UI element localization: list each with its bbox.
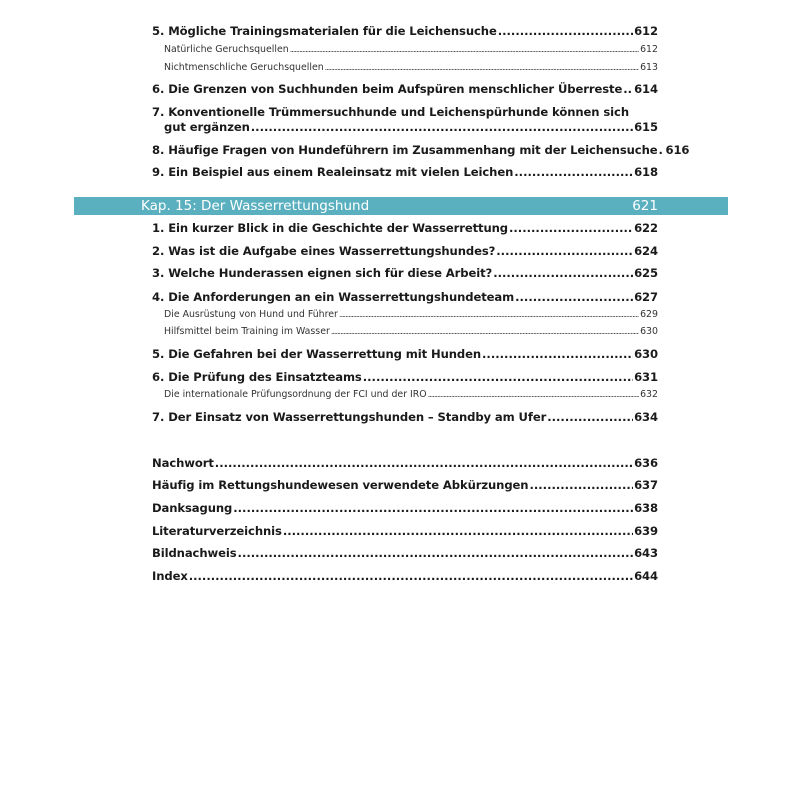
toc-subentry-label: Natürliche Geruchsquellen — [164, 44, 289, 55]
toc-subentry-label: Die Ausrüstung von Hund und Führer — [164, 309, 338, 320]
leader-dots — [482, 347, 633, 361]
leader-dots — [509, 221, 633, 235]
toc-entry-14-7[interactable] — [164, 120, 658, 134]
toc-entry-page: 612 — [634, 24, 658, 38]
leader-dots — [498, 24, 633, 38]
toc-entry-index[interactable] — [152, 569, 658, 583]
toc-entry-page: 616 — [665, 143, 690, 157]
leader-dots — [215, 456, 633, 470]
toc-entry-label: Index — [152, 569, 188, 583]
toc-entry-page: 614 — [634, 82, 658, 96]
toc-entry-15-4[interactable] — [152, 290, 658, 304]
toc-entry-bildnachweis[interactable] — [152, 546, 658, 560]
toc-entry-page: 624 — [634, 244, 658, 258]
toc-entry-label: Literaturverzeichnis — [152, 524, 282, 538]
toc-subentry-15-4-2[interactable] — [164, 326, 658, 337]
toc-entry-label: 6. Die Grenzen von Suchhunden beim Aufspüren menschlicher Überreste — [152, 82, 623, 96]
toc-subentry-page: 632 — [640, 389, 658, 400]
leader-dots — [623, 82, 633, 96]
toc-entry-15-7[interactable] — [152, 410, 658, 424]
leader-dots — [325, 63, 639, 72]
toc-entry-label: Bildnachweis — [152, 546, 237, 560]
toc-entry-15-3[interactable] — [152, 266, 658, 280]
toc-entry-label: 9. Ein Beispiel aus einem Realeinsatz mit vielen Leichen — [152, 165, 514, 179]
chapter-header-15[interactable] — [74, 197, 728, 215]
leader-dots — [428, 390, 639, 399]
leader-dots — [283, 524, 633, 538]
toc-entry-14-6[interactable] — [152, 82, 658, 96]
leader-dots — [515, 290, 633, 304]
toc-subentry-15-6-1[interactable] — [164, 389, 658, 400]
leader-dots — [529, 478, 633, 492]
toc-entry-page: 636 — [634, 456, 658, 470]
leader-dots — [189, 569, 633, 583]
toc-entry-label: 8. Häufige Fragen von Hundeführern im Zusammenhang mit der Leichensuche — [152, 143, 658, 157]
toc-entry-page: 643 — [634, 546, 658, 560]
toc-entry-15-1[interactable] — [152, 221, 658, 235]
leader-dots — [514, 165, 633, 179]
toc-entry-page: 631 — [634, 370, 658, 384]
leader-dots — [658, 143, 664, 157]
toc-subentry-15-4-1[interactable] — [164, 309, 658, 320]
toc-entry-page: 622 — [634, 221, 658, 235]
toc-subentry-14-5-1[interactable] — [164, 44, 658, 55]
toc-subentry-page: 612 — [640, 44, 658, 55]
chapter-title: Kap. 15: Der Wasserrettungshund — [141, 198, 370, 214]
toc-entry-page: 637 — [634, 478, 658, 492]
toc-entry-14-5[interactable] — [152, 24, 658, 38]
toc-entry-abkuerzungen[interactable] — [152, 478, 658, 492]
toc-subentry-page: 630 — [640, 326, 658, 337]
toc-entry-label: 1. Ein kurzer Blick in die Geschichte der Wasserrettung — [152, 221, 508, 235]
toc-entry-page: 627 — [634, 290, 658, 304]
leader-dots — [493, 266, 633, 280]
leader-dots — [238, 546, 634, 560]
toc-entry-page: 634 — [634, 410, 658, 424]
toc-subentry-page: 613 — [640, 62, 658, 73]
toc-entry-label: 5. Die Gefahren bei der Wasserrettung mit Hunden — [152, 347, 482, 361]
toc-entry-page: 618 — [634, 165, 658, 179]
toc-entry-literatur[interactable] — [152, 524, 658, 538]
toc-entry-label: 5. Mögliche Trainingsmaterialen für die Leichensuche — [152, 24, 497, 38]
toc-entry-14-9[interactable] — [152, 165, 658, 179]
toc-subentry-label: Nichtmenschliche Geruchsquellen — [164, 62, 324, 73]
toc-entry-14-8[interactable] — [152, 143, 690, 157]
toc-entry-label: Danksagung — [152, 501, 233, 515]
toc-entry-label: 2. Was ist die Aufgabe eines Wasserrettungshundes? — [152, 244, 496, 258]
toc-entry-14-7-line1[interactable]: 7. Konventionelle Trümmersuchhunde und Leichenspürhunde können sich — [152, 105, 629, 119]
toc-entry-page: 615 — [634, 120, 658, 134]
toc-entry-page: 630 — [634, 347, 658, 361]
toc-entry-label: 4. Die Anforderungen an ein Wasserrettungshundeteam — [152, 290, 515, 304]
toc-entry-danksagung[interactable] — [152, 501, 658, 515]
leader-dots — [290, 45, 639, 54]
leader-dots — [339, 310, 639, 319]
leader-dots — [233, 501, 633, 515]
toc-subentry-label: Die internationale Prüfungsordnung der FCI und der IRO — [164, 389, 427, 400]
leader-dots — [496, 244, 633, 258]
toc-entry-label: 7. Der Einsatz von Wasserrettungshunden – Standby am Ufer — [152, 410, 547, 424]
leader-dots — [547, 410, 633, 424]
leader-dots — [331, 327, 639, 336]
leader-dots — [363, 370, 633, 384]
toc-entry-15-6[interactable] — [152, 370, 658, 384]
toc-subentry-label: Hilfsmittel beim Training im Wasser — [164, 326, 330, 337]
toc-entry-nachwort[interactable] — [152, 456, 658, 470]
toc-entry-15-5[interactable] — [152, 347, 658, 361]
toc-subentry-page: 629 — [640, 309, 658, 320]
toc-entry-page: 644 — [634, 569, 658, 583]
leader-dots — [251, 120, 633, 134]
toc-entry-label: 3. Welche Hunderassen eignen sich für diese Arbeit? — [152, 266, 493, 280]
toc-entry-label: 6. Die Prüfung des Einsatzteams — [152, 370, 362, 384]
chapter-page: 621 — [632, 198, 658, 214]
toc-entry-label: Nachwort — [152, 456, 214, 470]
toc-entry-label: Häufig im Rettungshundewesen verwendete Abkürzungen — [152, 478, 529, 492]
toc-entry-page: 639 — [634, 524, 658, 538]
toc-entry-page: 638 — [634, 501, 658, 515]
toc-subentry-14-5-2[interactable] — [164, 62, 658, 73]
toc-entry-15-2[interactable] — [152, 244, 658, 258]
toc-entry-page: 625 — [634, 266, 658, 280]
toc-entry-label: gut ergänzen — [164, 120, 250, 134]
